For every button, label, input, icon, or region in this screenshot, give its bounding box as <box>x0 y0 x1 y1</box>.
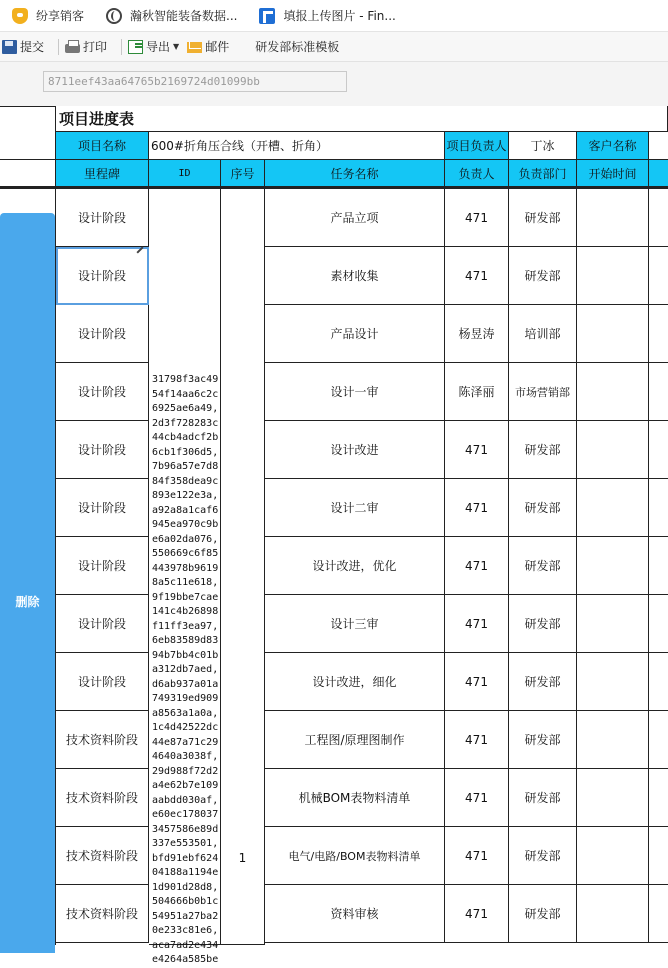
dept-cell[interactable]: 市场营销部 <box>509 363 577 421</box>
owner-cell[interactable]: 471 <box>445 421 509 479</box>
milestone-text: 设计阶段 <box>77 269 126 283</box>
export-button[interactable] <box>128 38 179 55</box>
mail-icon <box>187 42 202 53</box>
report-toolbar <box>0 32 668 62</box>
owner-cell[interactable]: 471 <box>445 247 509 305</box>
template-title-label: 研发部标准模板 <box>255 40 340 54</box>
project-owner-value[interactable]: 丁冰 <box>509 132 577 160</box>
start-cell[interactable] <box>577 595 649 653</box>
toolbar-divider <box>58 39 59 55</box>
start-cell[interactable] <box>577 537 649 595</box>
table-left-border <box>55 189 56 945</box>
milestone-cell[interactable]: 设计阶段 <box>56 537 149 595</box>
start-cell[interactable] <box>577 711 649 769</box>
dept-cell[interactable]: 研发部 <box>509 653 577 711</box>
milestone-cell[interactable]: 设计阶段 <box>56 595 149 653</box>
start-cell[interactable] <box>577 653 649 711</box>
report-sheet <box>0 106 668 965</box>
owner-cell[interactable]: 471 <box>445 827 509 885</box>
extra-cell[interactable] <box>649 769 668 827</box>
page-title: 项目进度表 <box>55 106 668 132</box>
milestone-cell[interactable]: 设计阶段 <box>56 653 149 711</box>
owner-cell[interactable]: 471 <box>445 653 509 711</box>
milestone-cell[interactable]: 设计阶段 <box>56 421 149 479</box>
submit-button[interactable] <box>2 38 44 55</box>
printer-icon <box>65 44 80 53</box>
bookmark-fxiaoke[interactable] <box>12 7 84 24</box>
dept-cell[interactable]: 研发部 <box>509 711 577 769</box>
export-label: 导出 <box>146 40 171 54</box>
task-cell[interactable]: 设计改进 <box>265 421 445 479</box>
extra-cell[interactable] <box>649 363 668 421</box>
start-cell[interactable] <box>577 247 649 305</box>
task-cell[interactable]: 设计二审 <box>265 479 445 537</box>
email-label: 邮件 <box>205 40 230 54</box>
owner-cell[interactable]: 471 <box>445 479 509 537</box>
task-cell[interactable]: 产品设计 <box>265 305 445 363</box>
task-cell[interactable]: 工程图/原理图制作 <box>265 711 445 769</box>
delete-button[interactable] <box>0 213 55 953</box>
milestone-cell[interactable]: 技术资料阶段 <box>56 711 149 769</box>
project-owner-label: 项目负责人 <box>445 132 509 160</box>
column-header-id: ID <box>149 160 221 187</box>
extra-cell[interactable] <box>649 189 668 247</box>
bookmarks-bar <box>0 0 668 32</box>
save-icon <box>2 40 17 54</box>
column-header-owner: 负责人 <box>445 160 509 187</box>
dept-cell[interactable]: 研发部 <box>509 885 577 943</box>
milestone-cell[interactable]: 设计阶段 <box>56 189 149 247</box>
dept-cell[interactable]: 研发部 <box>509 479 577 537</box>
dept-cell[interactable]: 研发部 <box>509 537 577 595</box>
owner-cell[interactable]: 471 <box>445 537 509 595</box>
bookmark-hanqiu[interactable] <box>106 7 237 24</box>
owner-cell[interactable]: 471 <box>445 595 509 653</box>
extra-cell[interactable] <box>649 885 668 943</box>
dept-cell[interactable]: 研发部 <box>509 827 577 885</box>
owner-cell[interactable]: 471 <box>445 769 509 827</box>
task-cell[interactable]: 电气/电路/BOM表物料清单 <box>265 827 445 885</box>
hash-input[interactable] <box>43 71 347 92</box>
column-header-task: 任务名称 <box>265 160 445 187</box>
column-header-seq: 序号 <box>221 160 265 187</box>
parameter-row <box>0 62 668 106</box>
task-cell[interactable]: 素材收集 <box>265 247 445 305</box>
milestone-cell[interactable]: 设计阶段 <box>56 363 149 421</box>
start-cell[interactable] <box>577 363 649 421</box>
start-cell[interactable] <box>577 189 649 247</box>
task-cell[interactable]: 设计改进，细化 <box>265 653 445 711</box>
bookmark-label: 填报上传图片 - Fin... <box>283 9 396 23</box>
column-header-start: 开始时间 <box>577 160 649 187</box>
owner-cell[interactable]: 471 <box>445 189 509 247</box>
task-cell[interactable]: 资料审核 <box>265 885 445 943</box>
blank-cell <box>0 132 56 160</box>
dept-cell[interactable]: 研发部 <box>509 769 577 827</box>
task-cell[interactable]: 设计一审 <box>265 363 445 421</box>
milestone-cell-selected[interactable] <box>56 247 149 305</box>
submit-label: 提交 <box>20 40 45 54</box>
dept-cell[interactable]: 研发部 <box>509 247 577 305</box>
owner-cell[interactable]: 杨昱涛 <box>445 305 509 363</box>
task-cell[interactable]: 机械BOM表物料清单 <box>265 769 445 827</box>
finereport-icon <box>259 8 275 24</box>
bookmark-label: 瀚秋智能装备数据... <box>130 9 238 23</box>
start-cell[interactable] <box>577 769 649 827</box>
owner-cell[interactable]: 陈泽丽 <box>445 363 509 421</box>
globe-icon <box>106 8 122 24</box>
dept-cell[interactable]: 研发部 <box>509 421 577 479</box>
extra-cell[interactable] <box>649 479 668 537</box>
milestone-cell[interactable]: 设计阶段 <box>56 479 149 537</box>
milestone-cell[interactable]: 技术资料阶段 <box>56 827 149 885</box>
extra-cell[interactable] <box>649 537 668 595</box>
id-value: 31798f3ac4954f14aa6c2c6925ae6a49,2d3f728283c44cb4adcf2b6cb1f306d5,7b96a57e7d884f358dea9c893e122e3a,a92a8a1caf6945ea970c9be6a02da076,550669c6f85443978b96198a5c11e618,9f19bbe7cae141c4b26898f11ff3ea97,6eb83589d8394b7bb4c01ba312db7aed,d6ab937a01a749319ed909a8563a1a0a,1c4d42522dc44e87a71c294640a3038f,29d988f72d2a4e62b7e109aabdd030af,e60ec1780373457586e89d337e553501,bfd91ebf62404188a1194e1d901d28d8,504666b0b1c54951a27ba20e233c81e6,aca7ad2e434e4264a585be <box>152 374 219 965</box>
dept-cell[interactable]: 研发部 <box>509 595 577 653</box>
owner-cell[interactable]: 471 <box>445 885 509 943</box>
bookmark-label: 纷享销客 <box>36 9 85 23</box>
delete-label: 删除 <box>15 594 40 609</box>
milestone-cell[interactable]: 技术资料阶段 <box>56 769 149 827</box>
honey-icon <box>12 8 28 24</box>
project-name-label: 项目名称 <box>56 132 149 160</box>
task-cell[interactable]: 设计改进，优化 <box>265 537 445 595</box>
chevron-down-icon[interactable]: ▼ <box>173 42 180 51</box>
seq-merged-cell[interactable]: 1 <box>221 189 265 945</box>
extra-cell[interactable] <box>649 247 668 305</box>
blank-cell <box>0 160 56 187</box>
column-header-dept: 负责部门 <box>509 160 577 187</box>
column-header-milestone: 里程碑 <box>56 160 149 187</box>
dept-cell[interactable]: 培训部 <box>509 305 577 363</box>
dept-cell[interactable]: 研发部 <box>509 189 577 247</box>
extra-cell[interactable] <box>649 421 668 479</box>
column-header-extra <box>649 160 668 187</box>
project-name-value[interactable]: 600#折角压合线（开槽、折角） <box>149 132 445 160</box>
extra-cell[interactable] <box>649 595 668 653</box>
owner-cell[interactable]: 471 <box>445 711 509 769</box>
task-cell[interactable]: 设计三审 <box>265 595 445 653</box>
task-cell[interactable]: 产品立项 <box>265 189 445 247</box>
start-cell[interactable] <box>577 305 649 363</box>
extra-cell[interactable] <box>649 711 668 769</box>
print-label: 打印 <box>83 40 108 54</box>
start-cell[interactable] <box>577 421 649 479</box>
extra-cell[interactable] <box>649 653 668 711</box>
pencil-icon[interactable] <box>136 246 143 253</box>
customer-label: 客户名称 <box>577 132 649 160</box>
email-button[interactable] <box>187 38 229 55</box>
start-cell[interactable] <box>577 479 649 537</box>
toolbar-divider <box>121 39 122 55</box>
export-icon <box>128 40 143 54</box>
customer-value[interactable] <box>649 132 668 160</box>
extra-cell[interactable] <box>649 827 668 885</box>
milestone-cell[interactable]: 技术资料阶段 <box>56 885 149 943</box>
print-button[interactable] <box>65 38 107 55</box>
bookmark-finereport[interactable] <box>259 7 395 24</box>
start-cell[interactable] <box>577 827 649 885</box>
template-title <box>255 38 339 55</box>
start-cell[interactable] <box>577 885 649 943</box>
milestone-cell[interactable]: 设计阶段 <box>56 305 149 363</box>
extra-cell[interactable] <box>649 305 668 363</box>
